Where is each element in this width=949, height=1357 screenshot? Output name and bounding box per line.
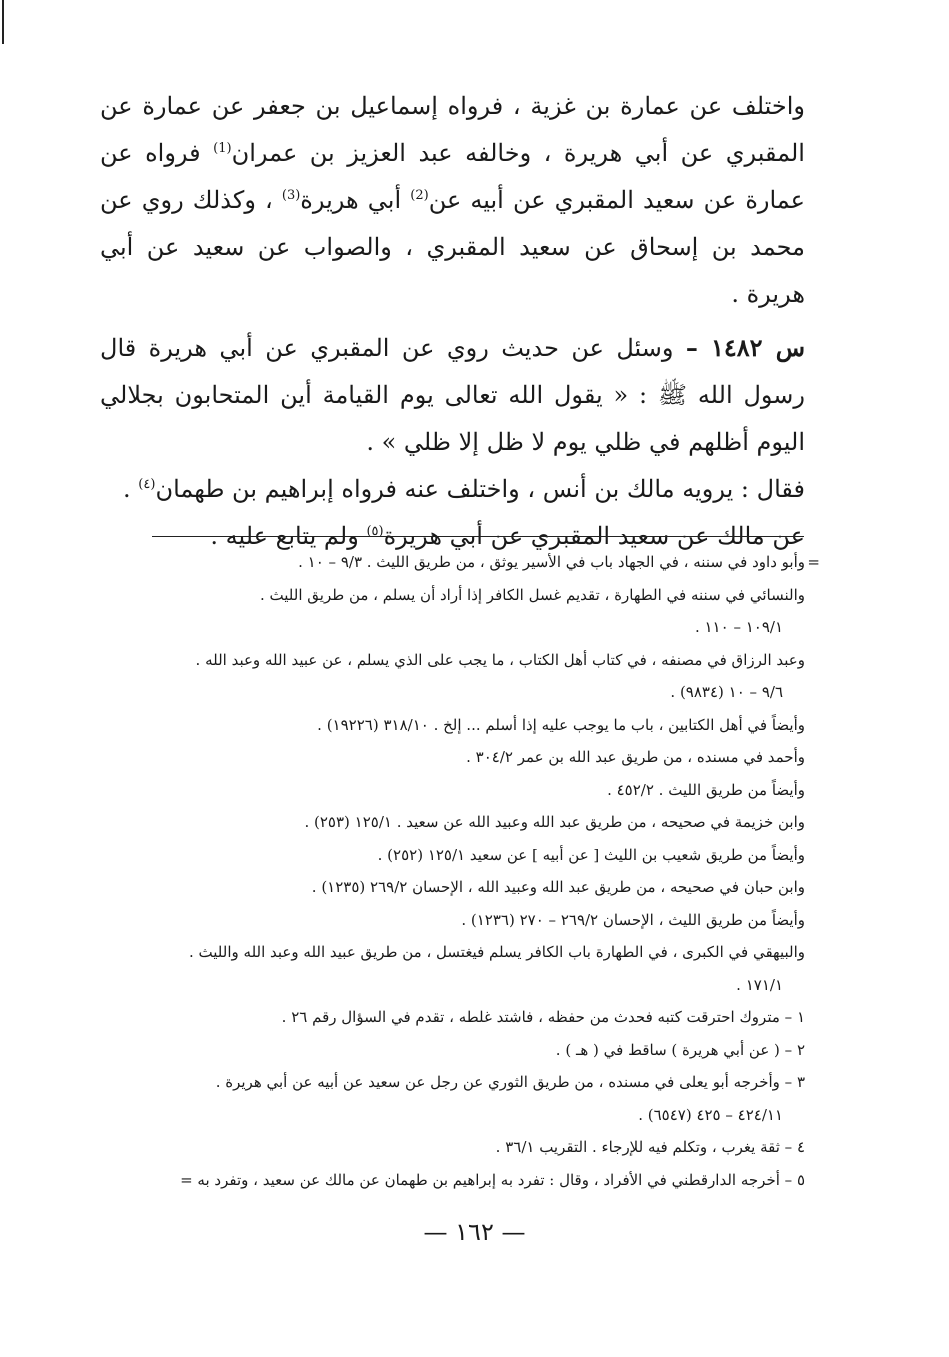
footnote-separator (152, 536, 804, 537)
text-segment: فرواه عن عمارة عن سعيد المقبري عن أبيه عن (100, 139, 805, 214)
footnote-ref: (2) (410, 188, 429, 203)
footnote-ref: (٤) (138, 477, 156, 492)
text-segment: ولم يتابع عليه . (210, 522, 367, 550)
footnote-line: ١ – متروك احترقت كتبه فحدث من حفظه ، فاشتد غلطه ، تقدم في السؤال رقم ٢٦ . (281, 1008, 805, 1026)
main-text (100, 83, 805, 560)
footnote-line: ١٧١/١ . (736, 975, 783, 994)
footnote-line: ١٠٩/١ – ١١٠ . (694, 618, 783, 636)
footnote-line: وأيضاً من طريق الليث . ٤٥٢/٢ . (607, 780, 805, 799)
footnote-line: وابن حبان في صحيحه ، من طريق عبد الله وعبيد الله ، الإحسان ٢٦٩/٢ (١٢٣٥) . (311, 878, 805, 896)
footnote-line: والنسائي في سننه في الطهارة ، تقديم غسل الكافر إذا أراد أن يسلم ، من طريق الليث . (260, 585, 805, 604)
continuation-mark: = (807, 553, 820, 571)
answer-line-1 (100, 466, 805, 513)
text-segment: أبي هريرة (300, 186, 411, 214)
page-number: — ١٦٢ — (423, 1218, 526, 1246)
footnote-line: ٣ – وأخرجه أبو يعلى في مسنده ، من طريق الثوري عن رجل عن سعيد عن أبيه عن أبي هريرة . (215, 1073, 805, 1091)
question-text: وسئل عن حديث روي عن المقبري عن أبي هريرة قال رسول الله ﷺ : « يقول الله تعالى يوم القيامة أين المتحابون بجلالي اليوم أظلهم في ظلي يوم لا ظل إلا ظلي » . (100, 334, 805, 456)
footnote-ref: (3) (281, 188, 301, 203)
footnote-ref: (٥) (366, 524, 384, 539)
footnote-line: وأحمد في مسنده ، من طريق عبد الله بن عمر ٣٠٤/٢ . (466, 748, 805, 766)
footnote-line: وأيضاً في أهل الكتابين ، باب ما يوجب عليه إذا أسلم ... إلخ . ٣١٨/١٠ (١٩٢٢٦) . (317, 715, 805, 734)
footnote-line: وأيضاً من طريق شعيب بن الليث [ عن أبيه ] عن سعيد ١٢٥/١ (٢٥٢) . (377, 845, 805, 864)
footnote-line: وأبو داود في سننه ، في الجهاد باب في الأسير يوثق ، من طريق الليث . ٩/٣ – ١٠ . (298, 553, 805, 571)
footnote-line: ٤٢٤/١١ – ٤٢٥ (٦٥٤٧) . (638, 1105, 783, 1124)
footnote-line: ٩/٦ – ١٠ (٩٨٣٤) . (670, 683, 783, 701)
footnote-line: ٥ – أخرجه الدارقطني في الأفراد ، وقال : تفرد به إبراهيم بن طهمان عن مالك عن سعيد ، وتفرد به = (180, 1170, 805, 1189)
footnote-line: والبيهقي في الكبرى ، في الطهارة باب الكافر يسلم فيغتسل ، من طريق عبيد الله وعبد الله والليث . (189, 943, 805, 961)
text-segment: ، وكذلك روي عن محمد بن إسحاق عن سعيد المقبري ، والصواب عن سعيد عن أبي هريرة . (100, 186, 805, 308)
question-paragraph (100, 324, 805, 466)
footnote-ref: (1) (213, 141, 232, 156)
footnote-line: ٢ – ( عن أبي هريرة ) ساقط في ( هـ ) . (555, 1040, 805, 1059)
text-segment: واختلف عن عمارة بن غزية ، فرواه إسماعيل بن جعفر عن عمارة عن المقبري عن أبي هريرة ، وخالفه عبد العزيز بن عمران (100, 92, 805, 167)
footnotes (100, 546, 820, 1196)
footnote-line: وابن خزيمة في صحيحه ، من طريق عبد الله وعبيد الله عن سعيد . ١٢٥/١ (٢٥٣) . (304, 813, 805, 831)
footnote-line: ٤ – ثقة يغرب ، وتكلم فيه للإرجاء . التقريب ٣٦/١ . (495, 1138, 805, 1156)
text-segment: عن مالك عن سعيد المقبري عن أبي هريرة (383, 522, 805, 550)
text-segment: فقال : يرويه مالك بن أنس ، واختلف عنه فرواه إبراهيم بن طهمان (155, 475, 805, 503)
footnote-line: وأيضاً من طريق الليث ، الإحسان ٢٦٩/٢ – ٢٧٠ (١٢٣٦) . (461, 910, 805, 929)
paragraph-1 (100, 83, 805, 318)
scan-edge-line (2, 0, 4, 44)
footnote-line: وعبد الرزاق في مصنفه ، في كتاب أهل الكتاب ، ما يجب على الذي يسلم ، عن عبيد الله وعبد الله . (195, 650, 805, 669)
text-segment: . (123, 475, 139, 503)
question-number: س ١٤٨٢ – (685, 333, 805, 362)
